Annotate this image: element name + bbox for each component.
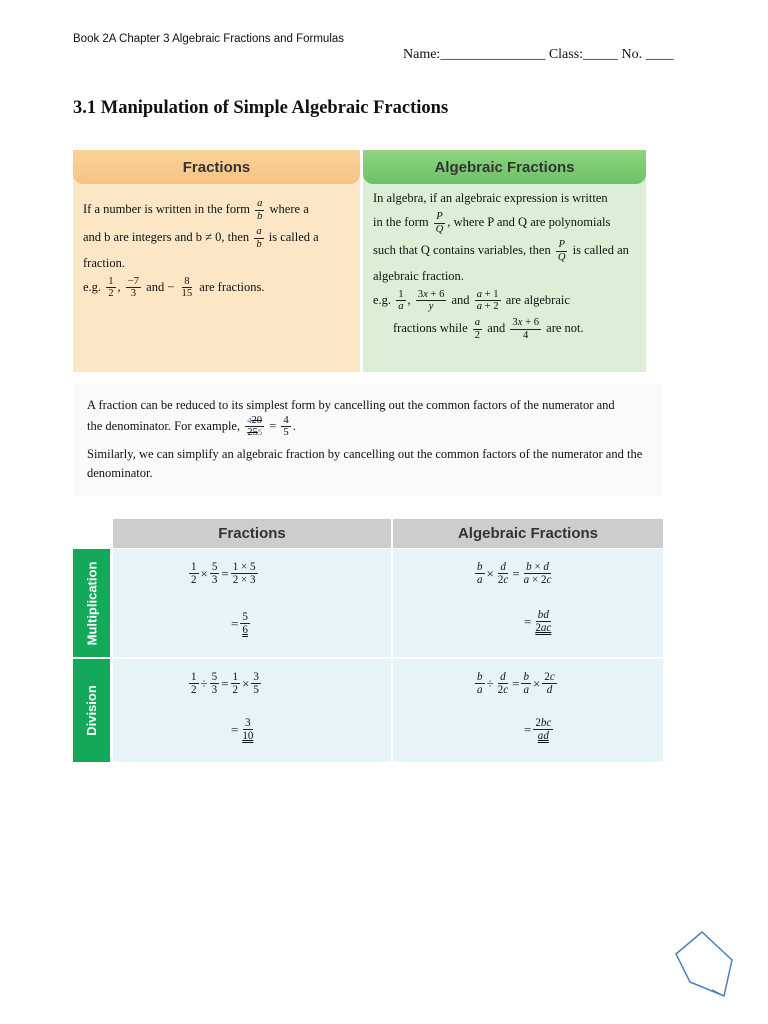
fractions-box-body: If a number is written in the form $\frac{a}{b}$ where a and b are integers and b ≠ 0, then $\frac{a}{b}$ is called a fraction. e.g. $\frac{1}{2}$ , $\frac{-7}{3}$ and − $\frac{8}{15}$ are fractions. xyxy=(83,198,319,300)
example-fraction-8-15: $\frac{8}{15}$ xyxy=(181,275,193,300)
algebraic-line6a: fractions while xyxy=(393,320,468,335)
cell-algebraic-division xyxy=(393,659,663,762)
algebraic-line3a: such that Q contains variables, then xyxy=(373,243,551,258)
algebraic-mult-result: = bd 2ac xyxy=(524,609,552,635)
algebraic-line4: algebraic fraction. xyxy=(373,268,464,283)
algebraic-fractions-definition-box xyxy=(363,150,646,372)
middle-p1b: the denominator. For example, xyxy=(87,418,241,433)
operations-table xyxy=(73,519,663,762)
algebraic-mult-step1: b a × d 2c = b × d a × 2c xyxy=(477,561,552,587)
fraction-p-over-q: $\frac{P}{Q}$ xyxy=(435,210,444,235)
edit-pencil-icon[interactable] xyxy=(672,930,742,1005)
fractions-box-heading: Fractions xyxy=(73,150,360,184)
cell-fraction-division xyxy=(113,659,391,762)
example-fraction-neg7-3: $\frac{-7}{3}$ xyxy=(127,275,140,300)
header-book-title: Book 2A Chapter 3 Algebraic Fractions and Formulas xyxy=(73,33,345,45)
algebraic-div-step1: b a ÷ d 2c = b a × 2c d xyxy=(477,671,555,697)
example-fraction-a-2: $\frac{a}{2}$ xyxy=(474,316,481,341)
table-header-fractions: Fractions xyxy=(113,519,391,548)
section-title: 3.1 Manipulation of Simple Algebraic Fractions xyxy=(73,98,449,118)
algebraic-box-body: In algebra, if an algebraic expression is written in the form $\frac{P}{Q}$ , where P and Q are polynomials such that Q contains variables, then $\frac{P}{Q}$ is called an algebraic fraction. e.g. $\frac{1}{a}$ , $\frac{3x + 6}{y}$ and $\frac{a + 1}{a + 2}$ are algebraic fractions while $\frac{a}{2}$ and $\frac{3x + 6}{4}$ are not. xyxy=(373,191,629,341)
fractions-are: are fractions. xyxy=(199,279,265,294)
algebraic-line6b: and xyxy=(487,320,506,335)
fraction-p-over-q-2: $\frac{P}{Q}$ xyxy=(557,239,566,263)
cell-algebraic-multiplication xyxy=(393,549,663,657)
fraction-mult-result: = 5 6 xyxy=(231,611,248,637)
fractions-definition-box xyxy=(73,150,360,372)
fraction-a-over-b-2: $\frac{a}{b}$ xyxy=(256,226,262,251)
row-label-multiplication: Multiplication xyxy=(73,549,110,657)
fractions-line1-end: where a xyxy=(269,202,309,217)
middle-p1a: A fraction can be reduced to its simplest form by cancelling out the common factors of the numerator and xyxy=(87,398,615,412)
fraction-div-result: = 3 10 xyxy=(231,717,254,743)
algebraic-div-result: = 2bc ad xyxy=(524,717,552,743)
row-label-division: Division xyxy=(73,659,110,762)
fractions-line1: If a number is written in the form xyxy=(83,202,250,217)
example-fraction-3x6-y: $\frac{3x + 6}{y}$ xyxy=(417,288,445,313)
example-fraction-1-a: $\frac{1}{a}$ xyxy=(398,288,404,313)
example-20-over-25: $\frac{420}{255}$ xyxy=(247,414,263,439)
table-header-algebraic: Algebraic Fractions xyxy=(393,519,663,548)
fractions-eg: e.g. xyxy=(83,279,102,294)
fractions-and: and xyxy=(146,279,165,294)
fractions-line2: and b are integers and b ≠ 0, then xyxy=(83,230,250,245)
fractions-line3: fraction. xyxy=(83,255,125,270)
fractions-line2-end: is called a xyxy=(268,230,319,245)
example-4-over-5: $\frac{4}{5}$ xyxy=(283,414,289,439)
algebraic-eg: e.g. xyxy=(373,292,392,307)
algebraic-and: and xyxy=(451,292,470,307)
example-fraction-3x6-4: $\frac{3x + 6}{4}$ xyxy=(512,316,540,341)
middle-p2: Similarly, we can simplify an algebraic fraction by cancelling out the common factors of the numerator and the denominator. xyxy=(87,447,643,480)
algebraic-line1: In algebra, if an algebraic expression is written xyxy=(373,191,608,205)
cell-fraction-multiplication xyxy=(113,549,391,657)
fraction-mult-step1: 1 2 × 5 3 = 1 × 5 2 × 3 xyxy=(191,561,256,587)
simplification-explanation: A fraction can be reduced to its simplest form by cancelling out the common factors of the numerator and the denominator. For example, $\frac{420}{255}$ = $\frac{4}{5}$ . Similarly, we can simplify an algebraic fraction by cancelling out the common factors of the numerator and the denominator. xyxy=(73,384,663,496)
algebraic-line6c: are not. xyxy=(546,320,584,335)
example-fraction-a1-a2: $\frac{a + 1}{a + 2}$ xyxy=(476,288,499,313)
algebraic-line2a: in the form xyxy=(373,214,429,229)
algebraic-line2b: , where P and Q are polynomials xyxy=(447,214,611,229)
example-fraction-1-2: $\frac{1}{2}$ xyxy=(108,275,114,300)
fraction-div-step1: 1 2 ÷ 5 3 = 1 2 × 3 5 xyxy=(191,671,259,697)
algebraic-are: are algebraic xyxy=(505,292,570,307)
header-name-class-no: Name:_______________ Class:_____ No. ____ xyxy=(403,47,674,62)
fraction-a-over-b: $\frac{a}{b}$ xyxy=(257,198,263,222)
algebraic-line3b: is called an xyxy=(572,243,629,258)
algebraic-box-heading: Algebraic Fractions xyxy=(363,150,646,184)
